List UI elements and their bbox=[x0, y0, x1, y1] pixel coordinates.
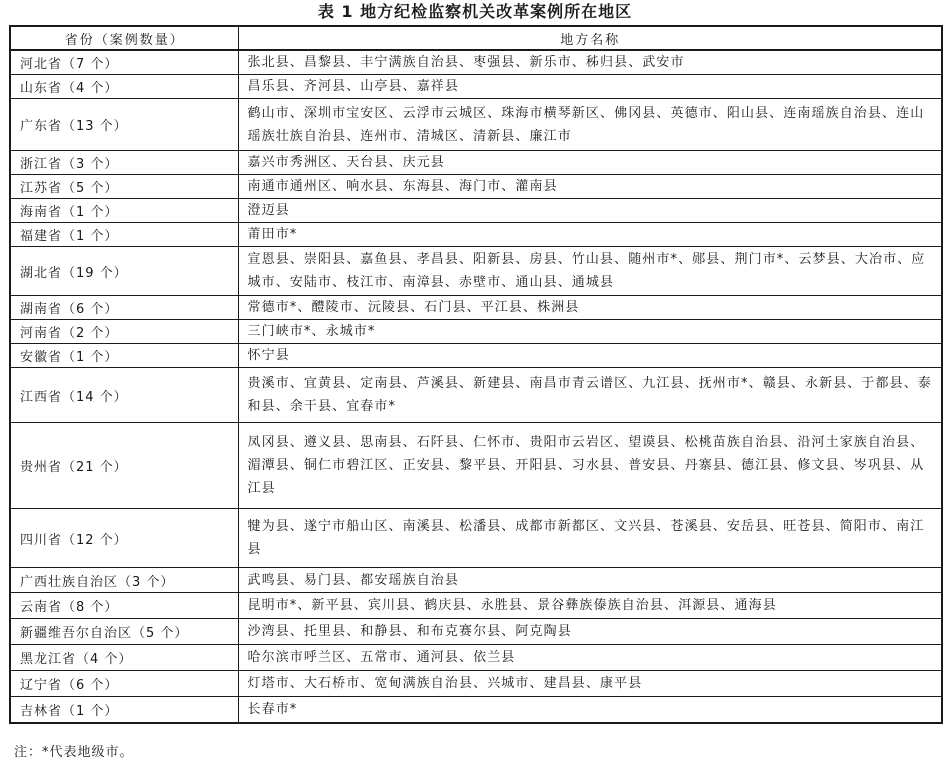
table-row bbox=[10, 296, 942, 320]
table-row bbox=[10, 223, 942, 247]
province-cell: 福建省（1 个） bbox=[10, 223, 238, 247]
places-cell: 张北县、昌黎县、丰宁满族自治县、枣强县、新乐市、秭归县、武安市 bbox=[238, 50, 942, 75]
places-cell: 嘉兴市秀洲区、天台县、庆元县 bbox=[238, 151, 942, 175]
province-cell: 辽宁省（6 个） bbox=[10, 671, 238, 697]
province-cell: 广西壮族自治区（3 个） bbox=[10, 568, 238, 593]
table-row bbox=[10, 509, 942, 568]
column-header-province: 省份（案例数量） bbox=[10, 26, 238, 50]
province-cell: 江苏省（5 个） bbox=[10, 175, 238, 199]
table-row bbox=[10, 645, 942, 671]
table-title: 表 1 地方纪检监察机关改革案例所在地区 bbox=[317, 2, 633, 21]
table-row bbox=[10, 423, 942, 509]
places-cell: 宣恩县、崇阳县、嘉鱼县、孝昌县、阳新县、房县、竹山县、随州市*、郧县、荆门市*、云梦县、大冶市、应城市、安陆市、枝江市、南漳县、赤壁市、通山县、通城县 bbox=[238, 247, 942, 296]
places-cell: 凤冈县、遵义县、思南县、石阡县、仁怀市、贵阳市云岩区、望谟县、松桃苗族自治县、沿河土家族自治县、湄潭县、铜仁市碧江区、正安县、黎平县、开阳县、习水县、普安县、丹寨县、德江县、修文县、岑巩县、从江县 bbox=[238, 423, 942, 509]
places-cell: 常德市*、醴陵市、沅陵县、石门县、平江县、株洲县 bbox=[238, 296, 942, 320]
province-cell: 安徽省（1 个） bbox=[10, 344, 238, 368]
province-cell: 四川省（12 个） bbox=[10, 509, 238, 568]
column-header-places: 地方名称 bbox=[238, 26, 942, 50]
case-regions-table bbox=[9, 25, 943, 724]
places-cell: 长春市* bbox=[238, 697, 942, 723]
places-cell: 莆田市* bbox=[238, 223, 942, 247]
province-cell: 广东省（13 个） bbox=[10, 99, 238, 151]
table-row bbox=[10, 368, 942, 423]
places-cell: 南通市通州区、响水县、东海县、海门市、灌南县 bbox=[238, 175, 942, 199]
places-cell: 贵溪市、宜黄县、定南县、芦溪县、新建县、南昌市青云谱区、九江县、抚州市*、赣县、永新县、于都县、泰和县、余干县、宜春市* bbox=[238, 368, 942, 423]
table-row bbox=[10, 568, 942, 593]
table-row bbox=[10, 320, 942, 344]
places-cell: 鹤山市、深圳市宝安区、云浮市云城区、珠海市横琴新区、佛冈县、英德市、阳山县、连南瑶族自治县、连山瑶族壮族自治县、连州市、清城区、清新县、廉江市 bbox=[238, 99, 942, 151]
places-cell: 怀宁县 bbox=[238, 344, 942, 368]
table-header-row bbox=[10, 26, 942, 50]
province-cell: 吉林省（1 个） bbox=[10, 697, 238, 723]
province-cell: 黑龙江省（4 个） bbox=[10, 645, 238, 671]
places-cell: 昌乐县、齐河县、山亭县、嘉祥县 bbox=[238, 75, 942, 99]
places-cell: 灯塔市、大石桥市、宽甸满族自治县、兴城市、建昌县、康平县 bbox=[238, 671, 942, 697]
places-cell: 昆明市*、新平县、宾川县、鹤庆县、永胜县、景谷彝族傣族自治县、洱源县、通海县 bbox=[238, 593, 942, 619]
table-row bbox=[10, 175, 942, 199]
table-row bbox=[10, 671, 942, 697]
table-row bbox=[10, 619, 942, 645]
province-cell: 湖北省（19 个） bbox=[10, 247, 238, 296]
places-cell: 犍为县、遂宁市船山区、南溪县、松潘县、成都市新都区、文兴县、苍溪县、安岳县、旺苍县、简阳市、南江县 bbox=[238, 509, 942, 568]
places-cell: 武鸣县、易门县、都安瑶族自治县 bbox=[238, 568, 942, 593]
table-row bbox=[10, 344, 942, 368]
table-row bbox=[10, 199, 942, 223]
places-cell: 澄迈县 bbox=[238, 199, 942, 223]
places-cell: 哈尔滨市呼兰区、五常市、通河县、依兰县 bbox=[238, 645, 942, 671]
province-cell: 河北省（7 个） bbox=[10, 50, 238, 75]
province-cell: 海南省（1 个） bbox=[10, 199, 238, 223]
table-row bbox=[10, 151, 942, 175]
province-cell: 江西省（14 个） bbox=[10, 368, 238, 423]
province-cell: 山东省（4 个） bbox=[10, 75, 238, 99]
table-row bbox=[10, 247, 942, 296]
province-cell: 云南省（8 个） bbox=[10, 593, 238, 619]
province-cell: 湖南省（6 个） bbox=[10, 296, 238, 320]
province-cell: 贵州省（21 个） bbox=[10, 423, 238, 509]
table-row bbox=[10, 50, 942, 75]
province-cell: 浙江省（3 个） bbox=[10, 151, 238, 175]
province-cell: 河南省（2 个） bbox=[10, 320, 238, 344]
table-row bbox=[10, 75, 942, 99]
table-row bbox=[10, 99, 942, 151]
places-cell: 三门峡市*、永城市* bbox=[238, 320, 942, 344]
table-row bbox=[10, 593, 942, 619]
footnote: 注：*代表地级市。 bbox=[14, 745, 134, 760]
table-row bbox=[10, 697, 942, 723]
places-cell: 沙湾县、托里县、和静县、和布克赛尔县、阿克陶县 bbox=[238, 619, 942, 645]
province-cell: 新疆维吾尔自治区（5 个） bbox=[10, 619, 238, 645]
